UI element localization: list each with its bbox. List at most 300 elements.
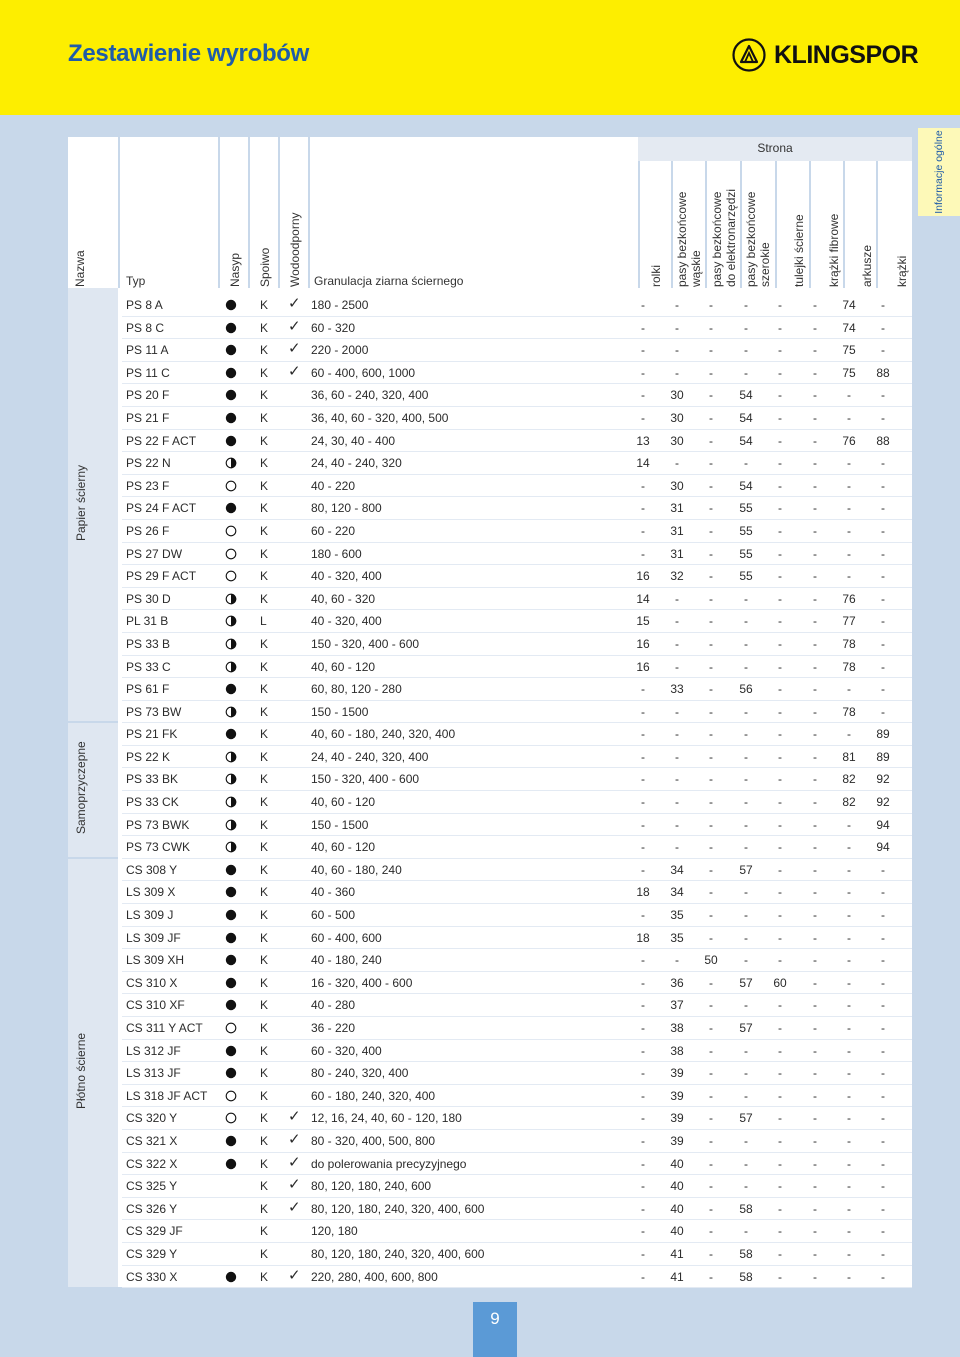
page-ref-pasy-elektro: - bbox=[709, 1066, 713, 1081]
page-ref-arkusze: 76 bbox=[842, 591, 856, 606]
page-title: Zestawienie wyrobów bbox=[68, 40, 310, 67]
page-ref-krazki-fibrowe: - bbox=[813, 320, 817, 335]
page-ref-pasy-elektro: - bbox=[709, 1111, 713, 1126]
page-ref-tulejki: - bbox=[778, 682, 782, 697]
page-ref-pasy-waskie: - bbox=[675, 704, 679, 719]
klingspor-logo-icon bbox=[732, 38, 766, 72]
grit-range: 60, 80, 120 - 280 bbox=[311, 682, 402, 697]
table-row bbox=[118, 384, 912, 407]
page-ref-pasy-szerokie: 58 bbox=[739, 1269, 753, 1284]
page-ref-tulejki: - bbox=[778, 862, 782, 877]
product-type: CS 321 X bbox=[126, 1133, 178, 1148]
grit-range: 40, 60 - 180, 240 bbox=[311, 862, 402, 877]
page-ref-krazki-fibrowe: - bbox=[813, 817, 817, 832]
filled-circle-icon bbox=[225, 1135, 237, 1147]
grit-range: 220 - 2000 bbox=[311, 343, 369, 358]
page-ref-pasy-szerokie: - bbox=[744, 795, 748, 810]
page-ref-rolki: - bbox=[641, 1201, 645, 1216]
page-ref-krazki: - bbox=[881, 908, 885, 923]
page-ref-rolki: 18 bbox=[636, 930, 650, 945]
page-ref-krazki-fibrowe: - bbox=[813, 1066, 817, 1081]
page-ref-pasy-waskie: 40 bbox=[670, 1179, 684, 1194]
grit-range: 60 - 180, 240, 320, 400 bbox=[311, 1088, 436, 1103]
product-type: PS 24 F ACT bbox=[126, 501, 197, 516]
grit-range: 60 - 220 bbox=[311, 523, 356, 538]
page-ref-pasy-szerokie: - bbox=[744, 456, 748, 471]
header-separator bbox=[248, 137, 250, 288]
binder-value: K bbox=[260, 478, 269, 493]
filled-circle-icon bbox=[225, 1158, 237, 1170]
page-ref-rolki: 18 bbox=[636, 885, 650, 900]
filled-circle-icon bbox=[225, 299, 237, 311]
binder-value: K bbox=[260, 704, 269, 719]
page-ref-arkusze: - bbox=[847, 727, 851, 742]
table-row bbox=[118, 814, 912, 837]
binder-value: K bbox=[260, 343, 269, 358]
page-ref-pasy-elektro: - bbox=[709, 795, 713, 810]
page-ref-pasy-szerokie: 57 bbox=[739, 1111, 753, 1126]
product-type: CS 310 X bbox=[126, 975, 178, 990]
grit-range: 40 - 280 bbox=[311, 998, 356, 1013]
page-ref-arkusze: - bbox=[847, 410, 851, 425]
page-ref-arkusze: - bbox=[847, 1133, 851, 1148]
page-ref-arkusze: - bbox=[847, 953, 851, 968]
binder-value: K bbox=[260, 546, 269, 561]
page-ref-rolki: - bbox=[641, 1066, 645, 1081]
check-mark-icon: ✓ bbox=[288, 1198, 301, 1216]
page-ref-krazki: - bbox=[881, 682, 885, 697]
page-ref-tulejki: - bbox=[778, 614, 782, 629]
product-type: PS 8 A bbox=[126, 298, 163, 312]
page-ref-rolki: - bbox=[641, 1021, 645, 1035]
table-row bbox=[118, 1243, 912, 1266]
table-row bbox=[118, 1266, 912, 1289]
page-ref-pasy-waskie: 30 bbox=[670, 433, 684, 448]
binder-value: K bbox=[260, 523, 269, 538]
binder-value: K bbox=[260, 772, 269, 787]
product-type: CS 308 Y bbox=[126, 862, 178, 877]
page-ref-rolki: - bbox=[641, 523, 645, 538]
table-row bbox=[118, 1220, 912, 1243]
page-ref-arkusze: - bbox=[847, 569, 851, 584]
filled-circle-icon bbox=[225, 435, 237, 447]
grit-range: 180 - 600 bbox=[311, 546, 362, 561]
page-ref-pasy-szerokie: - bbox=[744, 636, 748, 651]
product-type: PS 23 F bbox=[126, 478, 170, 493]
page-ref-pasy-szerokie: - bbox=[744, 930, 748, 945]
product-type: PS 26 F bbox=[126, 523, 170, 538]
filled-circle-icon bbox=[225, 977, 237, 989]
page-ref-pasy-waskie: 30 bbox=[670, 478, 684, 493]
product-type: PS 61 F bbox=[126, 682, 170, 697]
page-ref-pasy-szerokie: 55 bbox=[739, 501, 753, 516]
grit-range: 40, 60 - 320 bbox=[311, 591, 376, 606]
grit-range: 40, 60 - 120 bbox=[311, 840, 376, 855]
table-row bbox=[118, 927, 912, 950]
page-ref-pasy-elektro: - bbox=[709, 1179, 713, 1194]
page-ref-pasy-elektro: - bbox=[709, 659, 713, 674]
table-row bbox=[118, 543, 912, 566]
page-ref-arkusze: - bbox=[847, 908, 851, 923]
open-circle-icon bbox=[225, 1022, 237, 1034]
page-ref-rolki: 16 bbox=[636, 569, 650, 584]
page-ref-tulejki: - bbox=[778, 930, 782, 945]
page-ref-rolki: - bbox=[641, 501, 645, 516]
page-ref-rolki: 15 bbox=[636, 614, 650, 629]
page-ref-pasy-waskie: - bbox=[675, 591, 679, 606]
page-ref-pasy-elektro: - bbox=[709, 501, 713, 516]
filled-circle-icon bbox=[225, 728, 237, 740]
page-ref-pasy-waskie: 38 bbox=[670, 1043, 684, 1058]
grit-range: 60 - 500 bbox=[311, 908, 356, 923]
header-spoiwo: Spoiwo bbox=[258, 247, 272, 287]
table-row bbox=[118, 768, 912, 791]
half-filled-circle-icon bbox=[225, 661, 237, 673]
page-ref-krazki: - bbox=[881, 478, 885, 493]
page-ref-pasy-waskie: 39 bbox=[670, 1066, 684, 1081]
page-ref-pasy-elektro: - bbox=[709, 523, 713, 538]
page-ref-arkusze: - bbox=[847, 456, 851, 471]
header-separator bbox=[705, 161, 707, 288]
table-row bbox=[118, 1040, 912, 1063]
page-ref-tulejki: - bbox=[778, 1043, 782, 1058]
page-ref-arkusze: - bbox=[847, 1224, 851, 1239]
brand-name: KLINGSPOR bbox=[774, 40, 919, 69]
header-pasy-waskie-2: wąskie bbox=[689, 250, 703, 287]
page-ref-pasy-waskie: - bbox=[675, 298, 679, 312]
page-ref-pasy-szerokie: - bbox=[744, 591, 748, 606]
filled-circle-icon bbox=[225, 683, 237, 695]
page-ref-krazki: - bbox=[881, 298, 885, 312]
page-ref-krazki-fibrowe: - bbox=[813, 1246, 817, 1261]
page-ref-krazki-fibrowe: - bbox=[813, 885, 817, 900]
page-ref-arkusze: - bbox=[847, 930, 851, 945]
page-ref-arkusze: 82 bbox=[842, 795, 856, 810]
page-ref-pasy-elektro: - bbox=[709, 908, 713, 923]
filled-circle-icon bbox=[225, 1067, 237, 1079]
grit-range: 80, 120, 180, 240, 320, 400, 600 bbox=[311, 1246, 485, 1261]
page-ref-rolki: - bbox=[641, 388, 645, 403]
section-divider bbox=[68, 721, 118, 723]
grit-range: 80, 120 - 800 bbox=[311, 501, 382, 516]
open-circle-icon bbox=[225, 525, 237, 537]
page-ref-pasy-szerokie: - bbox=[744, 840, 748, 855]
page-ref-pasy-elektro: - bbox=[709, 320, 713, 335]
header-separator bbox=[876, 161, 878, 288]
binder-value: K bbox=[260, 930, 269, 945]
table-row bbox=[118, 430, 912, 453]
product-type: PL 31 B bbox=[126, 614, 169, 629]
header-arkusze: arkusze bbox=[860, 244, 874, 287]
page-ref-pasy-waskie: 31 bbox=[670, 523, 684, 538]
page-ref-pasy-elektro: - bbox=[709, 1043, 713, 1058]
page-ref-tulejki: - bbox=[778, 456, 782, 471]
page-ref-pasy-waskie: 32 bbox=[670, 569, 684, 584]
page-ref-pasy-waskie: 40 bbox=[670, 1156, 684, 1171]
product-type: PS 29 F ACT bbox=[126, 569, 197, 584]
grit-range: 80, 120, 180, 240, 600 bbox=[311, 1179, 432, 1194]
page-ref-pasy-elektro: - bbox=[709, 862, 713, 877]
open-circle-icon bbox=[225, 1090, 237, 1102]
page-ref-rolki: - bbox=[641, 840, 645, 855]
product-type: CS 310 XF bbox=[126, 998, 185, 1013]
binder-value: K bbox=[260, 1066, 269, 1081]
check-mark-icon: ✓ bbox=[288, 340, 301, 358]
page-ref-krazki: - bbox=[881, 1021, 885, 1035]
page-ref-rolki: 16 bbox=[636, 659, 650, 674]
page-ref-pasy-elektro: - bbox=[709, 343, 713, 358]
page-ref-rolki: - bbox=[641, 1246, 645, 1261]
page-ref-pasy-szerokie: - bbox=[744, 1066, 748, 1081]
page-ref-pasy-szerokie: - bbox=[744, 1133, 748, 1148]
page-ref-arkusze: 75 bbox=[842, 365, 856, 380]
check-mark-icon: ✓ bbox=[288, 1266, 301, 1284]
grit-range: 80 - 240, 320, 400 bbox=[311, 1066, 409, 1081]
page-ref-krazki: - bbox=[881, 410, 885, 425]
page-ref-pasy-elektro: - bbox=[709, 478, 713, 493]
page-ref-pasy-waskie: 40 bbox=[670, 1201, 684, 1216]
grit-range: 12, 16, 24, 40, 60 - 120, 180 bbox=[311, 1111, 462, 1126]
page-ref-krazki: - bbox=[881, 998, 885, 1013]
filled-circle-icon bbox=[225, 344, 237, 356]
page-ref-krazki-fibrowe: - bbox=[813, 727, 817, 742]
table-row bbox=[118, 791, 912, 814]
binder-value: K bbox=[260, 885, 269, 900]
page-ref-krazki-fibrowe: - bbox=[813, 1088, 817, 1103]
page-ref-rolki: - bbox=[641, 772, 645, 787]
product-type: CS 329 Y bbox=[126, 1246, 178, 1261]
page-ref-pasy-szerokie: 58 bbox=[739, 1201, 753, 1216]
page-ref-pasy-waskie: 41 bbox=[670, 1246, 684, 1261]
header-pasy-elektro-2: do elektronarzędzi bbox=[724, 188, 738, 287]
page-ref-krazki: - bbox=[881, 388, 885, 403]
page-ref-krazki: - bbox=[881, 636, 885, 651]
page-ref-rolki: 14 bbox=[636, 591, 650, 606]
page-ref-tulejki: - bbox=[778, 1133, 782, 1148]
product-type: CS 322 X bbox=[126, 1156, 178, 1171]
product-type: LS 318 JF ACT bbox=[126, 1088, 208, 1103]
page-ref-krazki-fibrowe: - bbox=[813, 1133, 817, 1148]
page-ref-arkusze: - bbox=[847, 862, 851, 877]
open-circle-icon bbox=[225, 548, 237, 560]
product-type: PS 73 BWK bbox=[126, 817, 190, 832]
table-row bbox=[118, 633, 912, 656]
binder-value: K bbox=[260, 1021, 269, 1035]
page-ref-pasy-elektro: - bbox=[709, 727, 713, 742]
page-ref-tulejki: - bbox=[778, 908, 782, 923]
page-ref-pasy-waskie: 30 bbox=[670, 388, 684, 403]
half-filled-circle-icon bbox=[225, 841, 237, 853]
page-ref-krazki: - bbox=[881, 1088, 885, 1103]
strona-header bbox=[638, 137, 912, 161]
filled-circle-icon bbox=[225, 999, 237, 1011]
product-type: LS 309 JF bbox=[126, 930, 181, 945]
page-ref-tulejki: - bbox=[778, 1156, 782, 1171]
page-ref-krazki: - bbox=[881, 320, 885, 335]
page-ref-krazki-fibrowe: - bbox=[813, 682, 817, 697]
page-ref-pasy-waskie: - bbox=[675, 817, 679, 832]
table-row bbox=[118, 294, 912, 317]
page-ref-krazki-fibrowe: - bbox=[813, 953, 817, 968]
page-ref-pasy-szerokie: - bbox=[744, 885, 748, 900]
header-separator bbox=[308, 137, 310, 288]
page-ref-rolki: - bbox=[641, 998, 645, 1013]
binder-value: K bbox=[260, 1156, 269, 1171]
page-ref-tulejki: - bbox=[778, 569, 782, 584]
page-ref-tulejki: - bbox=[778, 433, 782, 448]
page-ref-rolki: - bbox=[641, 975, 645, 990]
page-ref-krazki: 89 bbox=[876, 749, 890, 764]
page-ref-krazki-fibrowe: - bbox=[813, 1021, 817, 1035]
page-ref-krazki-fibrowe: - bbox=[813, 456, 817, 471]
page-ref-pasy-szerokie: - bbox=[744, 953, 748, 968]
page-ref-arkusze: - bbox=[847, 546, 851, 561]
page-ref-rolki: - bbox=[641, 795, 645, 810]
check-mark-icon: ✓ bbox=[288, 1153, 301, 1171]
page-ref-arkusze: 81 bbox=[842, 749, 856, 764]
binder-value: K bbox=[260, 727, 269, 742]
page-ref-krazki-fibrowe: - bbox=[813, 478, 817, 493]
binder-value: K bbox=[260, 1111, 269, 1126]
side-tab-label: Informacje ogólne bbox=[933, 130, 945, 214]
page-ref-pasy-elektro: - bbox=[709, 1269, 713, 1284]
table-row bbox=[118, 701, 912, 724]
page-ref-pasy-waskie: 34 bbox=[670, 885, 684, 900]
product-type: PS 73 CWK bbox=[126, 840, 191, 855]
product-type: PS 73 BW bbox=[126, 704, 182, 719]
page-ref-krazki: - bbox=[881, 704, 885, 719]
filled-circle-icon bbox=[225, 502, 237, 514]
page-ref-rolki: - bbox=[641, 953, 645, 968]
filled-circle-icon bbox=[225, 412, 237, 424]
page-ref-krazki: - bbox=[881, 546, 885, 561]
page-number: 9 bbox=[473, 1302, 517, 1357]
binder-value: K bbox=[260, 1246, 269, 1261]
check-mark-icon: ✓ bbox=[288, 1108, 301, 1126]
page-ref-pasy-waskie: - bbox=[675, 614, 679, 629]
page-ref-pasy-elektro: - bbox=[709, 1201, 713, 1216]
page-ref-pasy-waskie: - bbox=[675, 456, 679, 471]
page-ref-pasy-szerokie: - bbox=[744, 365, 748, 380]
page-ref-krazki-fibrowe: - bbox=[813, 1179, 817, 1194]
grit-range: 40 - 360 bbox=[311, 885, 356, 900]
page-ref-pasy-szerokie: 55 bbox=[739, 546, 753, 561]
page-ref-krazki-fibrowe: - bbox=[813, 523, 817, 538]
page-ref-rolki: - bbox=[641, 1156, 645, 1171]
page-ref-tulejki: - bbox=[778, 1201, 782, 1216]
binder-value: K bbox=[260, 433, 269, 448]
page-ref-pasy-elektro: - bbox=[709, 840, 713, 855]
half-filled-circle-icon bbox=[225, 796, 237, 808]
page-ref-pasy-elektro: - bbox=[709, 365, 713, 380]
page-ref-pasy-elektro: - bbox=[709, 1156, 713, 1171]
half-filled-circle-icon bbox=[225, 593, 237, 605]
table-row bbox=[118, 1175, 912, 1198]
product-type: PS 27 DW bbox=[126, 546, 183, 561]
page-ref-krazki-fibrowe: - bbox=[813, 975, 817, 990]
binder-value: K bbox=[260, 908, 269, 923]
page-ref-rolki: - bbox=[641, 365, 645, 380]
page-ref-krazki: - bbox=[881, 1111, 885, 1126]
table-row bbox=[118, 452, 912, 475]
table-row bbox=[118, 994, 912, 1017]
page-ref-pasy-elektro: - bbox=[709, 591, 713, 606]
page-ref-krazki-fibrowe: - bbox=[813, 1043, 817, 1058]
page-ref-pasy-waskie: - bbox=[675, 953, 679, 968]
header-separator bbox=[843, 161, 845, 288]
product-type: CS 320 Y bbox=[126, 1111, 178, 1126]
page-ref-arkusze: 76 bbox=[842, 433, 856, 448]
page-ref-krazki-fibrowe: - bbox=[813, 1269, 817, 1284]
page-ref-krazki-fibrowe: - bbox=[813, 749, 817, 764]
page-ref-pasy-szerokie: - bbox=[744, 320, 748, 335]
side-tab-informacje[interactable] bbox=[918, 128, 960, 216]
grit-range: 150 - 1500 bbox=[311, 817, 369, 832]
page-ref-krazki: 88 bbox=[876, 433, 890, 448]
table-row bbox=[118, 1062, 912, 1085]
half-filled-circle-icon bbox=[225, 615, 237, 627]
binder-value: K bbox=[260, 840, 269, 855]
page-ref-pasy-szerokie: 58 bbox=[739, 1246, 753, 1261]
page-ref-krazki-fibrowe: - bbox=[813, 365, 817, 380]
binder-value: K bbox=[260, 320, 269, 335]
page-ref-rolki: - bbox=[641, 298, 645, 312]
header-separator bbox=[740, 161, 742, 288]
product-type: PS 33 B bbox=[126, 636, 171, 651]
page-ref-pasy-szerokie: 55 bbox=[739, 569, 753, 584]
product-type: CS 326 Y bbox=[126, 1201, 178, 1216]
page-ref-krazki-fibrowe: - bbox=[813, 659, 817, 674]
page-ref-arkusze: 74 bbox=[842, 298, 856, 312]
product-type: LS 309 J bbox=[126, 908, 174, 923]
page-ref-rolki: - bbox=[641, 320, 645, 335]
page-ref-arkusze: - bbox=[847, 1201, 851, 1216]
page-ref-krazki: - bbox=[881, 1201, 885, 1216]
page-ref-krazki: - bbox=[881, 501, 885, 516]
grit-range: 36, 40, 60 - 320, 400, 500 bbox=[311, 410, 449, 425]
page-ref-rolki: - bbox=[641, 1111, 645, 1126]
page-ref-pasy-waskie: 36 bbox=[670, 975, 684, 990]
filled-circle-icon bbox=[225, 322, 237, 334]
page-ref-pasy-szerokie: - bbox=[744, 998, 748, 1013]
page-ref-pasy-elektro: - bbox=[709, 546, 713, 561]
page-ref-krazki: - bbox=[881, 614, 885, 629]
page-ref-tulejki: - bbox=[778, 1066, 782, 1081]
grit-range: 16 - 320, 400 - 600 bbox=[311, 975, 413, 990]
page-ref-pasy-elektro: - bbox=[709, 749, 713, 764]
check-mark-icon: ✓ bbox=[288, 362, 301, 380]
table-row bbox=[118, 362, 912, 385]
binder-value: K bbox=[260, 795, 269, 810]
header-typ: Typ bbox=[126, 274, 146, 288]
product-type: LS 313 JF bbox=[126, 1066, 181, 1081]
binder-value: K bbox=[260, 591, 269, 606]
page-ref-krazki-fibrowe: - bbox=[813, 1224, 817, 1239]
table-row bbox=[118, 1153, 912, 1176]
page-ref-pasy-szerokie: 54 bbox=[739, 410, 753, 425]
binder-value: K bbox=[260, 1269, 269, 1284]
page-ref-pasy-elektro: - bbox=[709, 298, 713, 312]
page-ref-pasy-elektro: - bbox=[709, 1133, 713, 1148]
table-row bbox=[118, 1130, 912, 1153]
grit-range: 180 - 2500 bbox=[311, 298, 369, 312]
header-wodoodporny: Wodoodporny bbox=[288, 212, 302, 287]
product-table bbox=[68, 137, 912, 1287]
page-ref-krazki-fibrowe: - bbox=[813, 591, 817, 606]
page-ref-pasy-waskie: 31 bbox=[670, 546, 684, 561]
grit-range: 40, 60 - 120 bbox=[311, 659, 376, 674]
header-nazwa: Nazwa bbox=[73, 250, 87, 287]
